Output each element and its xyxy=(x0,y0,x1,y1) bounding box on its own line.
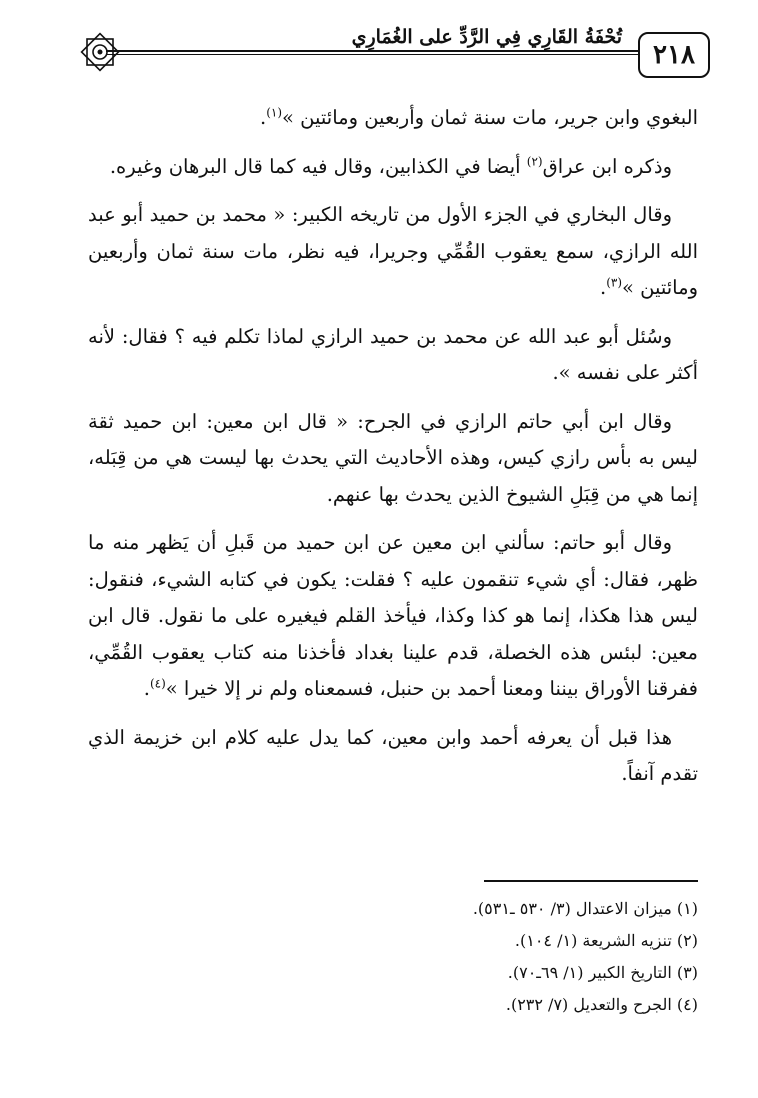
paragraph-text: البغوي وابن جرير، مات سنة ثمان وأربعين ومائتين » xyxy=(282,106,698,129)
page-number: ٢١٨ xyxy=(638,32,710,78)
paragraph-text: وقال البخاري في الجزء الأول من تاريخه الكبير: « محمد بن حميد أبو عبد الله الرازي، سمع يعقوب القُمِّي وجريرا، فيه نظر، مات سنة ثمان وأربعين ومائتين » xyxy=(88,203,698,299)
footnote: (١) ميزان الاعتدال (٣/ ٥٣٠ ـ٥٣١). xyxy=(472,899,698,918)
main-text xyxy=(88,100,698,805)
paragraph-end: . xyxy=(599,276,607,299)
header-rule xyxy=(106,50,646,52)
book-title: تُحْفَةُ القَارِي فِي الرَّدِّ على الغُمَارِي xyxy=(344,26,630,48)
paragraph-text: أيضا في الكذابين، وقال فيه كما قال البرهان وغيره. xyxy=(109,154,527,178)
footnote-ref: (٤) xyxy=(149,676,166,691)
footnotes xyxy=(88,893,698,1021)
footnote: (٤) الجرح والتعديل (٧/ ٢٣٢). xyxy=(505,995,698,1014)
footnote-separator xyxy=(484,880,698,882)
footnote-ref: (٣) xyxy=(606,275,623,290)
footnote: (٢) تنزيه الشريعة (١/ ١٠٤). xyxy=(514,931,698,950)
footnote-ref: (٢) xyxy=(526,154,543,168)
paragraph-text: وقال أبو حاتم: سألني ابن معين عن ابن حميد من قَبلِ أن يَظهر منه ما ظهر، فقال: أي شيء تنقمون عليه ؟ فقلت: يكون في كتابه الشيء، فنقول: ليس هذا هكذا، إنما هو كذا وكذا، فيأخذ القلم فيغيره على ما نقول. قال ابن معين: لبئس هذه الخصلة، قدم علينا بغداد فأخذنا منه كتاب يعقوب القُمِّي، ففرقنا الأوراق بيننا ومعنا أحمد بن حنبل، فسمعناه ولم نر إلا خيرا » xyxy=(88,531,698,700)
paragraph-end: . xyxy=(143,677,150,700)
paragraph-text: وذكره ابن عراق xyxy=(542,154,672,178)
header-rule-thin xyxy=(106,54,646,55)
paragraph: هذا قبل أن يعرفه أحمد وابن معين، كما يدل عليه كلام ابن خزيمة الذي تقدم آنفاً. xyxy=(88,725,698,785)
page-header xyxy=(88,26,710,88)
star-ornament-icon xyxy=(78,30,122,74)
paragraph-end: . xyxy=(260,106,267,129)
paragraph: وقال ابن أبي حاتم الرازي في الجرح: « قال ابن معين: ابن حميد ثقة ليس به بأس رازي كيس، وهذه الأحاديث التي يحدث بها ليست هي من قِبَله، إنما هي من قِبَلِ الشيوخ الذين يحدث بها عنهم. xyxy=(88,409,698,506)
paragraph xyxy=(88,149,698,186)
footnote-ref: (١) xyxy=(266,105,283,120)
paragraph xyxy=(88,525,698,708)
paragraph xyxy=(88,197,698,307)
paragraph: وسُئل أبو عبد الله عن محمد بن حميد الرازي لماذا تكلم فيه ؟ فقال: لأنه أكثر على نفسه ». xyxy=(88,324,698,384)
paragraph xyxy=(88,100,698,137)
footnote: (٣) التاريخ الكبير (١/ ٦٩ـ٧٠). xyxy=(507,963,698,982)
